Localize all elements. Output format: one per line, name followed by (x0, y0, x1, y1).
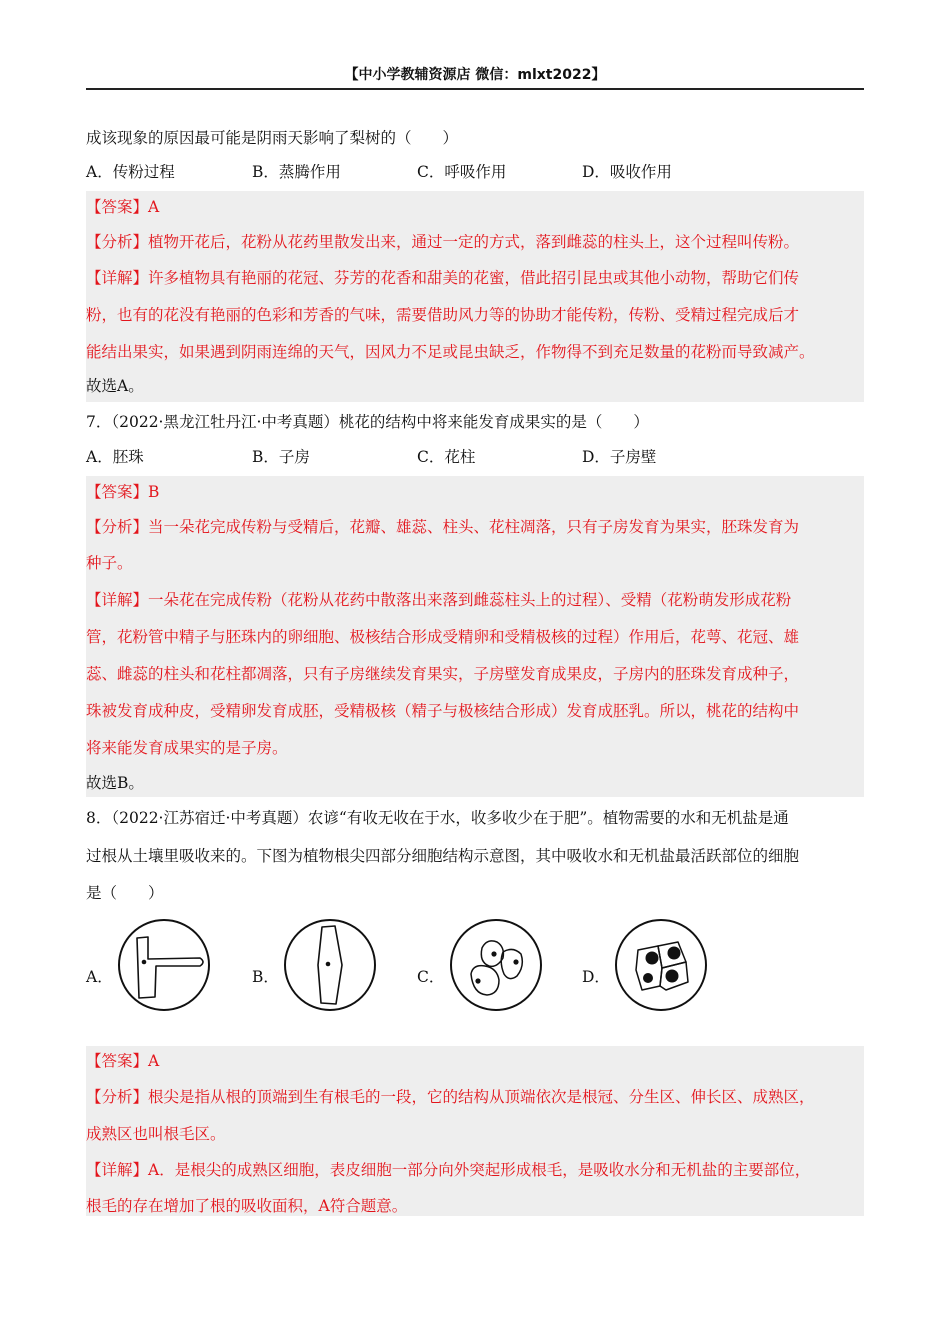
q7-analysis-line: 【分析】当一朵花完成传粉与受精后，花瓣、雄蕊、柱头、花柱凋落，只有子房发育为果实，胚珠发育为 (86, 518, 800, 536)
dense-cells-figure (614, 918, 708, 1012)
q8-stem-line: 过根从土壤里吸收来的。下图为植物根尖四部分细胞结构示意图，其中吸收水和无机盐最活跃部位的细胞 (86, 847, 800, 865)
q6-analysis: 【分析】植物开花后，花粉从花药里散发出来，通过一定的方式，落到雌蕊的柱头上，这个过程叫传粉。 (86, 233, 800, 251)
q6-detail-conclusion: 故选A。 (86, 377, 144, 395)
q7-stem: 7．（2022·黑龙江牡丹江·中考真题）桃花的结构中将来能发育成果实的是（ ） (86, 413, 649, 431)
root-hair-cell-figure (117, 918, 211, 1012)
q8-option-d-label: D． (582, 968, 610, 986)
q7-detail-line: 【详解】一朵花在完成传粉（花粉从花药中散落出来落到雌蕊柱头上的过程）、受精（花粉萌发形成花粉 (86, 591, 792, 609)
q6-option-d: D．吸收作用 (582, 163, 672, 181)
q7-answer: 【答案】B (86, 483, 160, 501)
q8-detail-line: 根毛的存在增加了根的吸收面积，A符合题意。 (86, 1197, 408, 1215)
q6-solution-box (86, 191, 864, 402)
q7-detail-line: 蕊、雌蕊的柱头和花柱都凋落，只有子房继续发育果实，子房壁发育成果皮，子房内的胚珠发育成种子， (86, 665, 800, 683)
q6-answer: 【答案】A (86, 198, 160, 216)
q6-detail-line: 【详解】许多植物具有艳丽的花冠、芬芳的花香和甜美的花蜜，借此招引昆虫或其他小动物，帮助它们传 (86, 269, 800, 287)
q6-detail-line: 能结出果实，如果遇到阴雨连绵的天气，因风力不足或昆虫缺乏，作物得不到充足数量的花粉而导致减产。 (86, 343, 815, 361)
q8-analysis-line: 成熟区也叫根毛区。 (86, 1125, 226, 1143)
q8-option-c-label: C． (417, 968, 445, 986)
q8-stem-line: 是（ ） (86, 884, 164, 902)
q6-option-c: C．呼吸作用 (417, 163, 507, 181)
q6-stem: 成该现象的原因最可能是阴雨天影响了梨树的（ ） (86, 129, 459, 147)
q7-option-b: B．子房 (252, 448, 310, 466)
q7-option-a: A．胚珠 (86, 448, 144, 466)
q8-option-b-label: B． (252, 968, 279, 986)
q7-detail-conclusion: 故选B。 (86, 774, 144, 792)
q7-detail-line: 管，花粉管中精子与胚珠内的卵细胞、极核结合形成受精卵和受精极核的过程）作用后，花萼、花冠、雄 (86, 628, 800, 646)
q8-analysis-line: 【分析】根尖是指从根的顶端到生有根毛的一段，它的结构从顶端依次是根冠、分生区、伸长区、成熟区， (86, 1088, 815, 1106)
meristem-cells-figure (449, 918, 543, 1012)
page-header: 【中小学教辅资源店 微信：mlxt2022】 (86, 64, 864, 90)
q7-detail-line: 将来能发育成果实的是子房。 (86, 739, 288, 757)
elongation-cell-figure (283, 918, 377, 1012)
q6-option-b: B．蒸腾作用 (252, 163, 341, 181)
q8-stem-line: 8．（2022·江苏宿迁·中考真题）农谚“有收无收在于水，收多收少在于肥”。植物需要的水和无机盐是通 (86, 809, 789, 827)
q7-analysis-line: 种子。 (86, 554, 133, 572)
q7-option-d: D．子房壁 (582, 448, 657, 466)
q8-answer: 【答案】A (86, 1052, 160, 1070)
q8-option-a-label: A． (86, 968, 113, 986)
q8-detail-line: 【详解】A．是根尖的成熟区细胞，表皮细胞一部分向外突起形成根毛，是吸收水分和无机盐的主要部位， (86, 1161, 811, 1179)
q6-option-a: A．传粉过程 (86, 163, 175, 181)
q6-detail-line: 粉，也有的花没有艳丽的色彩和芳香的气味，需要借助风力等的协助才能传粉，传粉、受精过程完成后才 (86, 306, 800, 324)
q7-option-c: C．花柱 (417, 448, 476, 466)
q7-detail-line: 珠被发育成种皮，受精卵发育成胚，受精极核（精子与极核结合形成）发育成胚乳。所以，桃花的结构中 (86, 702, 800, 720)
